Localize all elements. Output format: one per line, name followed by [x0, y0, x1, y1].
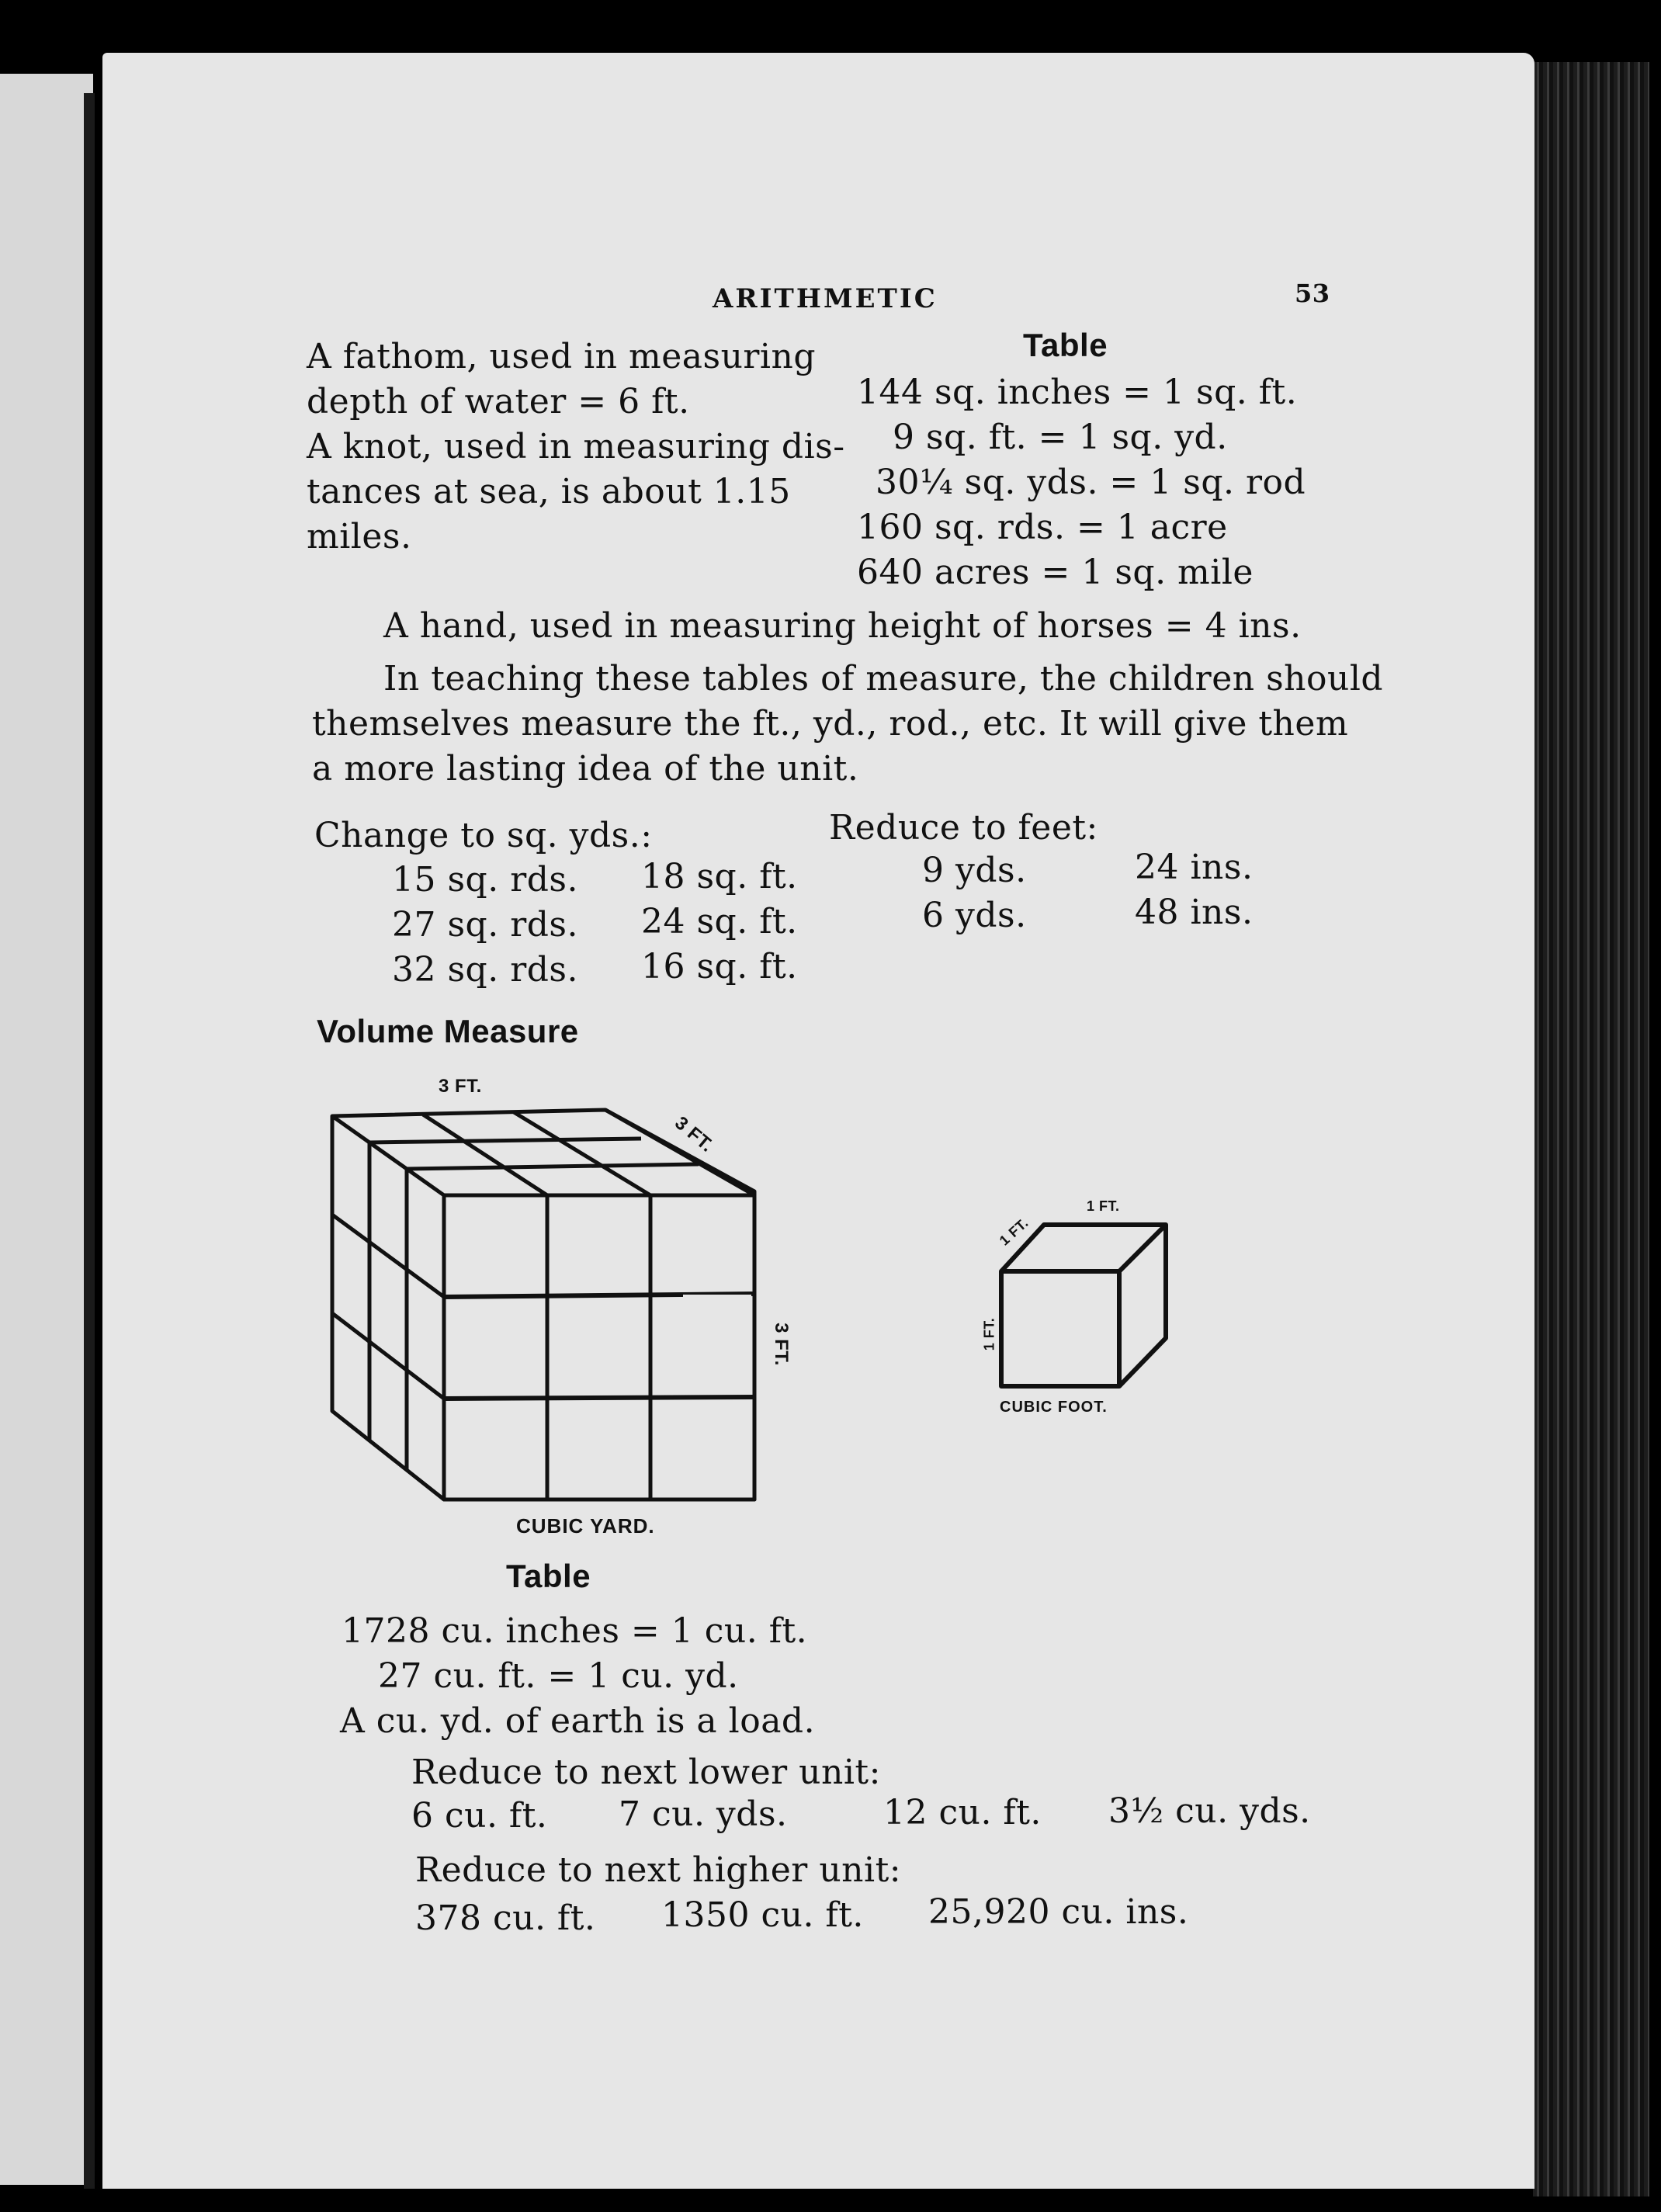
exercise-item: 16 sq. ft. — [641, 947, 798, 986]
square-table-heading: Table — [1023, 327, 1108, 363]
cubic-yard-depth-label: 3 FT. — [671, 1112, 718, 1156]
exercise-item: 48 ins. — [1135, 893, 1254, 932]
exercise-item: 378 cu. ft. — [415, 1898, 596, 1938]
exercise-item: 7 cu. yds. — [619, 1794, 788, 1834]
intro-line: miles. — [307, 517, 412, 556]
volume-table-row: 27 cu. ft. = 1 cu. yd. — [378, 1656, 739, 1696]
exercise-item: 12 cu. ft. — [883, 1793, 1042, 1832]
cubic-foot-caption: CUBIC FOOT. — [1000, 1399, 1108, 1416]
cubic-yard-side-label: 3 FT. — [770, 1323, 792, 1366]
exercise-prompt: Change to sq. yds.: — [314, 816, 653, 855]
exercise-item: 24 sq. ft. — [641, 902, 798, 941]
hand-measure-line: A hand, used in measuring height of horses = 4 ins. — [383, 606, 1302, 646]
paragraph-line: a more lasting idea of the unit. — [312, 749, 859, 789]
exercise-item: 27 sq. rds. — [392, 905, 578, 945]
cubic-foot-depth-label: 1 FT. — [996, 1215, 1032, 1249]
exercise-item: 32 sq. rds. — [392, 950, 578, 990]
cubic-yard-top-label: 3 FT. — [439, 1076, 482, 1097]
paragraph-line: themselves measure the ft., yd., rod., etc. It will give them — [312, 704, 1349, 744]
exercise-item: 6 yds. — [922, 896, 1027, 935]
exercise-item: 6 cu. ft. — [411, 1796, 548, 1836]
exercise-item: 3½ cu. yds. — [1108, 1791, 1311, 1831]
volume-table-row: A cu. yd. of earth is a load. — [340, 1701, 816, 1741]
intro-line: depth of water = 6 ft. — [307, 382, 690, 421]
square-table-row: 640 acres = 1 sq. mile — [857, 553, 1254, 592]
exercise-item: 18 sq. ft. — [641, 857, 798, 896]
cubic-yard-caption: CUBIC YARD. — [516, 1514, 655, 1538]
volume-table-row: 1728 cu. inches = 1 cu. ft. — [342, 1611, 808, 1651]
exercise-item: 15 sq. rds. — [392, 860, 578, 900]
square-table-row: 30¼ sq. yds. = 1 sq. rod — [876, 463, 1306, 502]
square-table-row: 144 sq. inches = 1 sq. ft. — [857, 373, 1298, 412]
exercise-item: 24 ins. — [1135, 848, 1254, 887]
section-heading-volume: Volume Measure — [317, 1013, 579, 1049]
page-number: 53 — [1295, 279, 1330, 308]
paragraph-line: In teaching these tables of measure, the children should — [383, 659, 1384, 699]
exercise-prompt: Reduce to next lower unit: — [411, 1753, 881, 1792]
intro-line: A knot, used in measuring dis- — [307, 427, 845, 466]
volume-table-heading: Table — [506, 1558, 591, 1594]
cubic-foot-top-label: 1 FT. — [1087, 1198, 1120, 1214]
exercise-item: 1350 cu. ft. — [661, 1895, 864, 1935]
exercise-prompt: Reduce to feet: — [829, 808, 1098, 848]
square-table-row: 160 sq. rds. = 1 acre — [857, 508, 1228, 547]
exercise-item: 9 yds. — [922, 851, 1027, 890]
cubic-foot-side-label: 1 FT. — [981, 1317, 997, 1351]
running-title: ARITHMETIC — [713, 283, 938, 314]
exercise-prompt: Reduce to next higher unit: — [415, 1850, 902, 1890]
square-table-row: 9 sq. ft. = 1 sq. yd. — [893, 418, 1228, 457]
intro-line: tances at sea, is about 1.15 — [307, 472, 791, 511]
exercise-item: 25,920 cu. ins. — [928, 1892, 1189, 1932]
intro-line: A fathom, used in measuring — [307, 337, 817, 376]
